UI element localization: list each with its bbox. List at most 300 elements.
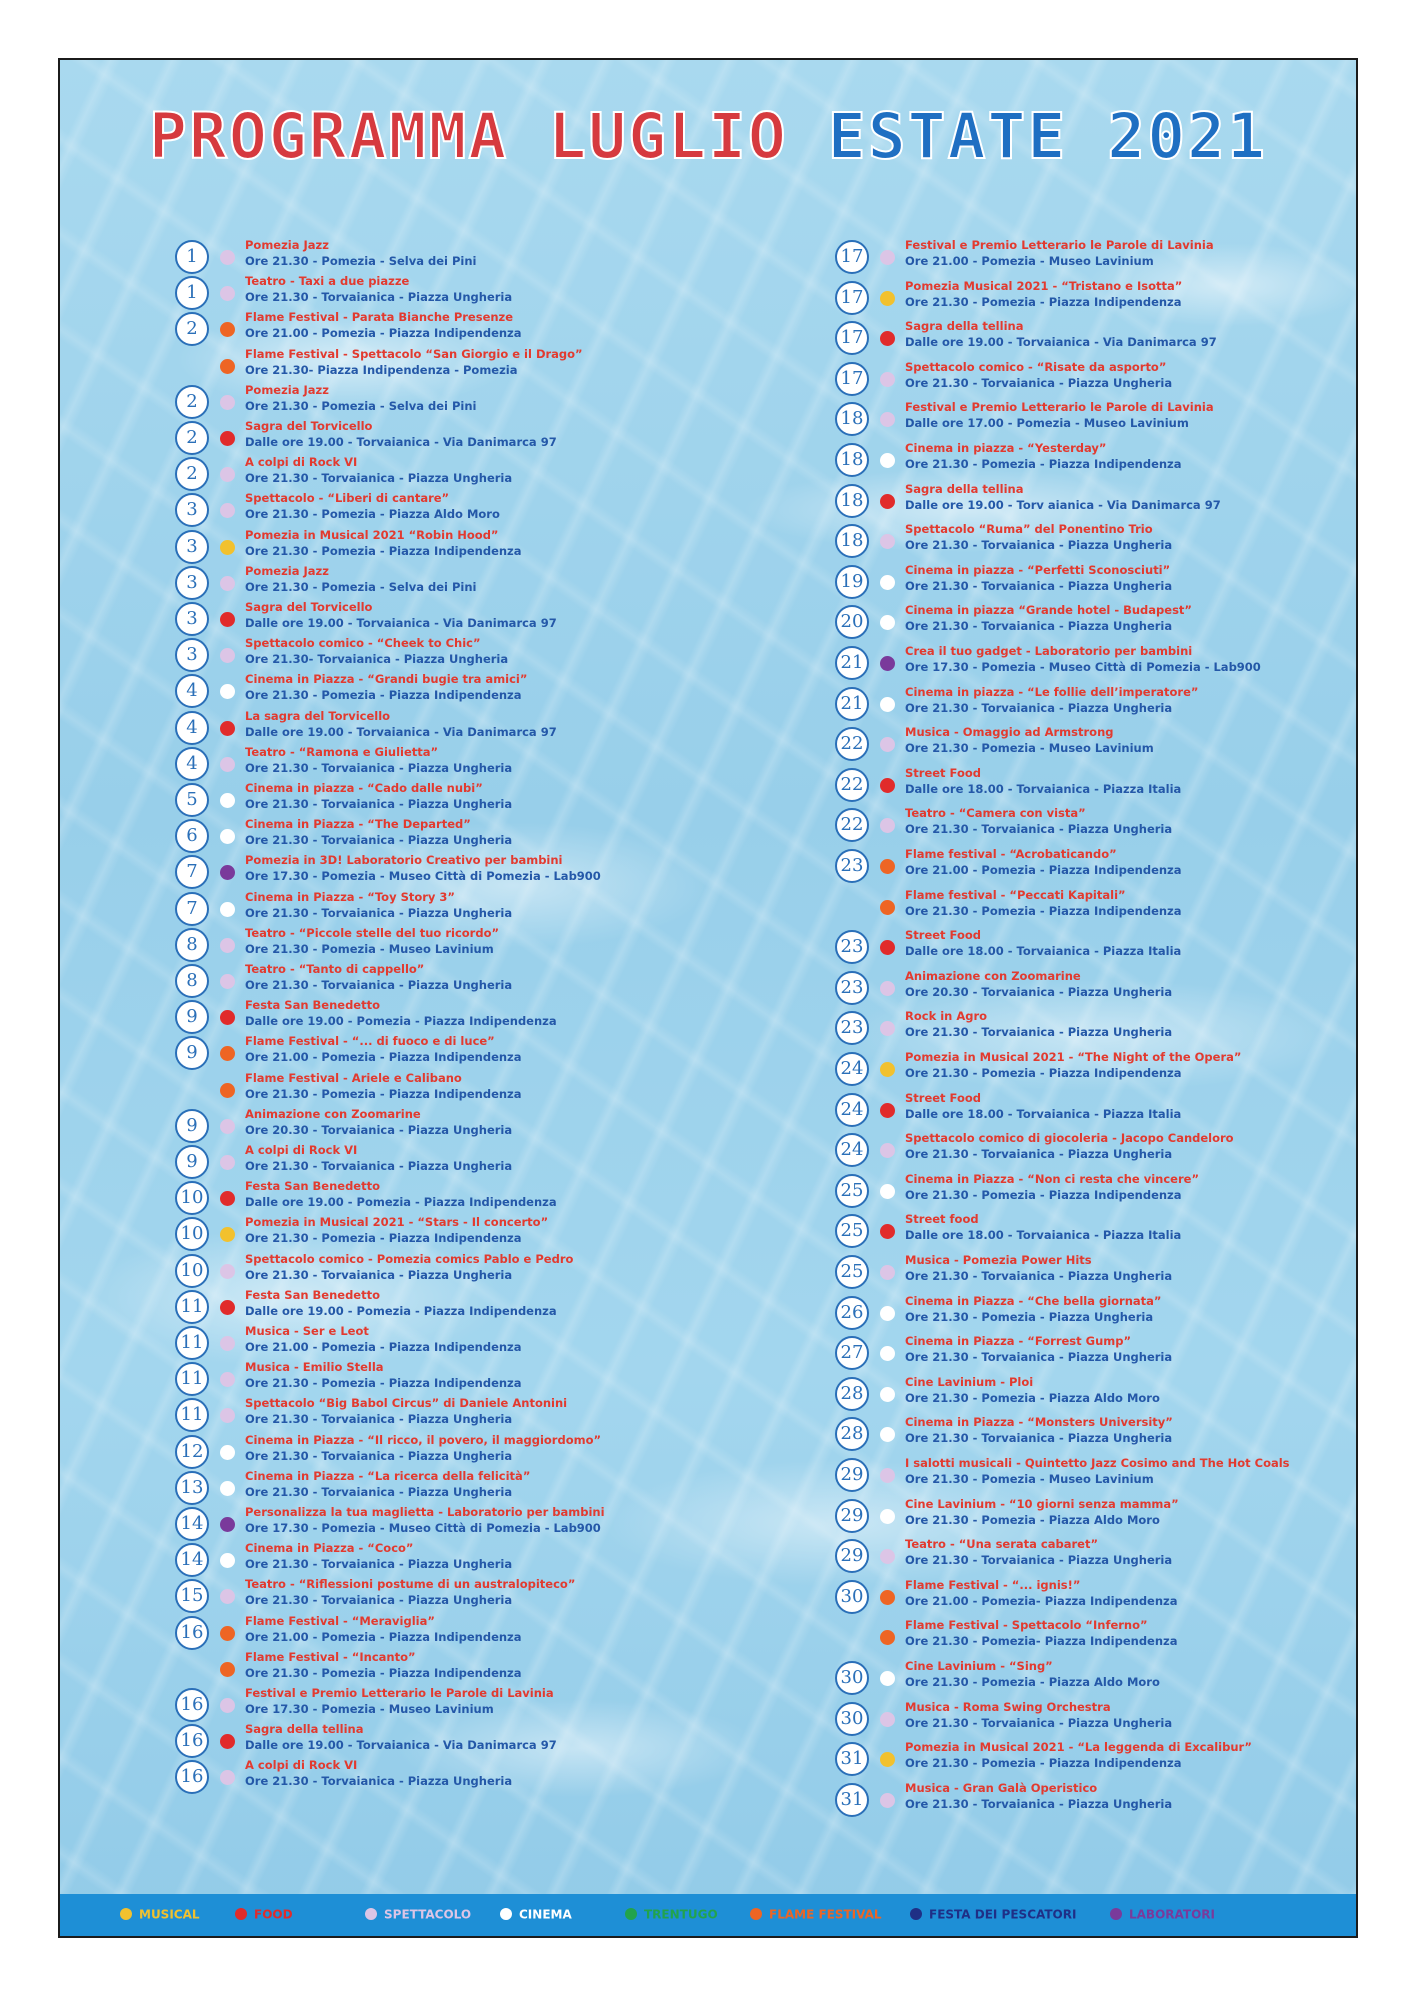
day-badge: 11 <box>175 1290 209 1324</box>
event-title: Pomezia Jazz <box>245 563 329 578</box>
day-badge: 13 <box>175 1471 209 1505</box>
day-badge: 15 <box>175 1579 209 1613</box>
category-dot-icon <box>220 431 235 446</box>
day-badge: 16 <box>175 1724 209 1758</box>
event-details: Ore 21.30 - Pomezia - Selva dei Pini <box>245 579 477 594</box>
event-item <box>835 1171 1345 1206</box>
category-dot-icon <box>220 322 235 337</box>
category-dot-icon <box>220 1010 235 1025</box>
event-item <box>175 1688 695 1720</box>
event-item <box>175 1326 695 1358</box>
event-item <box>835 684 1345 719</box>
category-dot-icon <box>880 859 895 874</box>
event-title: Cinema in Piazza - “Il ricco, il povero, il maggiordomo” <box>245 1432 602 1447</box>
event-item <box>835 524 1345 556</box>
event-details: Ore 21.30 - Pomezia - Piazza Aldo Moro <box>905 1512 1160 1527</box>
event-title: Spettacolo - “Liberi di cantare” <box>245 491 450 506</box>
category-dot-icon <box>220 1589 235 1604</box>
event-details: Ore 17.30 - Pomezia - Museo Lavinium <box>245 1702 494 1716</box>
event-details: Ore 21.30 - Torvaianica - Piazza Ungheria <box>245 290 513 305</box>
event-title: Flame Festival - Ariele e Calibano <box>245 1070 462 1085</box>
event-details: Ore 21.30 - Torvaianica - Piazza Ungheria <box>245 1448 513 1463</box>
event-title: Cinema in Piazza - “Coco” <box>245 1541 414 1556</box>
category-dot-icon <box>880 1224 895 1239</box>
day-badge: 28 <box>835 1417 869 1451</box>
day-badge: 30 <box>835 1580 869 1614</box>
category-dot-icon <box>880 900 895 915</box>
category-dot-icon <box>220 1553 235 1568</box>
category-dot-icon <box>880 1387 895 1402</box>
category-dot-icon <box>880 1590 895 1605</box>
event-title: Cinema in piazza - “Cado dalle nubi” <box>245 781 483 795</box>
day-badge: 14 <box>175 1543 209 1577</box>
event-details: Ore 21.30 - Torvaianica - Piazza Ungheria <box>245 1267 513 1282</box>
day-badge: 16 <box>175 1688 209 1722</box>
day-badge: 27 <box>835 1336 869 1370</box>
category-dot-icon <box>880 981 895 996</box>
event-details: Ore 21.30 - Torvaianica - Piazza Ungheria <box>905 1025 1173 1040</box>
day-badge: 31 <box>835 1783 869 1817</box>
event-title: Flame festival - “Peccati Kapitali” <box>905 887 1126 902</box>
event-item <box>175 925 695 960</box>
legend-dot-icon <box>1110 1908 1122 1920</box>
category-dot-icon <box>220 648 235 663</box>
event-details: Ore 21.30 - Torvaianica - Piazza Ungheria <box>905 1269 1173 1283</box>
event-details: Dalle ore 18.00 - Torvaianica - Piazza Italia <box>905 944 1182 959</box>
event-details: Ore 21.30 - Torvaianica - Piazza Ungheria <box>905 822 1173 837</box>
day-badge: 3 <box>175 602 209 636</box>
category-dot-icon <box>880 372 895 387</box>
event-item <box>175 1000 695 1032</box>
event-item <box>175 964 695 996</box>
category-dot-icon <box>880 250 895 265</box>
day-badge: 22 <box>835 727 869 761</box>
category-dot-icon <box>220 395 235 410</box>
event-title: Musica - Pomezia Power Hits <box>905 1253 1092 1267</box>
day-badge: 17 <box>835 281 869 315</box>
legend-label: TRENTUGO <box>644 1907 718 1922</box>
event-item <box>175 638 695 670</box>
event-item <box>835 1496 1345 1531</box>
event-item <box>175 421 695 453</box>
legend-label: FLAME FESTIVAL <box>769 1907 882 1922</box>
event-title: A colpi di Rock VI <box>245 1143 358 1157</box>
category-dot-icon <box>220 1408 235 1423</box>
event-details: Ore 21.30 - Pomezia - Piazza Indipendenza <box>245 1376 522 1391</box>
legend-label: FESTA DEI PESCATORI <box>929 1907 1077 1922</box>
event-details: Ore 21.30- Piazza Indipendenza - Pomezia <box>245 362 518 377</box>
event-item <box>835 1539 1345 1571</box>
event-title: Cine Lavinium - Ploi <box>905 1374 1034 1389</box>
day-badge: 5 <box>175 783 209 817</box>
day-badge: 22 <box>835 768 869 802</box>
day-badge: 17 <box>835 240 869 274</box>
event-details: Ore 21.30 - Torvaianica - Piazza Ungheria <box>245 1557 513 1572</box>
event-item <box>835 443 1345 475</box>
day-badge: 29 <box>835 1458 869 1492</box>
event-item <box>835 887 1345 922</box>
event-details: Ore 21.30 - Pomezia - Selva dei Pini <box>245 398 477 413</box>
event-item <box>835 1214 1345 1246</box>
day-badge: 18 <box>835 484 869 518</box>
event-details: Ore 21.00 - Pomezia - Piazza Indipendenza <box>245 1050 522 1065</box>
category-dot-icon <box>880 534 895 549</box>
event-item <box>835 808 1345 840</box>
day-badge: 17 <box>835 362 869 396</box>
event-details: Ore 21.30 - Pomezia - Piazza Indipendenza <box>905 903 1182 918</box>
legend-item-trentugo <box>625 1907 718 1922</box>
event-title: Spettacolo “Ruma” del Ponentino Trio <box>905 522 1153 537</box>
day-badge: 23 <box>835 930 869 964</box>
event-details: Ore 21.30 - Pomezia - Piazza Indipendenza <box>905 294 1182 309</box>
event-details: Ore 21.30 - Pomezia - Piazza Indipendenza <box>245 688 522 703</box>
event-details: Ore 21.30 - Torvaianica - Piazza Ungheria <box>245 1774 513 1789</box>
event-details: Ore 17.30 - Pomezia - Museo Città di Pomezia - Lab900 <box>245 1521 601 1535</box>
day-badge: 30 <box>835 1702 869 1736</box>
event-details: Ore 21.30 - Pomezia - Piazza Indipendenza <box>245 1231 522 1246</box>
day-badge: 11 <box>175 1362 209 1396</box>
event-title: Sagra della tellina <box>905 481 1024 496</box>
event-title: Festa San Benedetto <box>245 1179 381 1194</box>
day-badge: 1 <box>175 240 209 274</box>
event-item <box>175 1251 695 1286</box>
event-item <box>835 1052 1345 1084</box>
event-title: Cinema in Piazza - “Forrest Gump” <box>905 1334 1132 1349</box>
event-item <box>835 968 1345 1003</box>
event-title: Teatro - “Una serata cabaret” <box>905 1537 1099 1552</box>
event-details: Dalle ore 18.00 - Torvaianica - Piazza Italia <box>905 1228 1182 1243</box>
events-column-left <box>175 240 695 1800</box>
event-item <box>175 1070 695 1105</box>
event-details: Ore 21.30 - Pomezia - Piazza Ungheria <box>905 1309 1154 1324</box>
event-details: Dalle ore 19.00 - Torvaianica - Via Danimarca 97 <box>905 335 1217 350</box>
legend-item-cinema <box>500 1907 572 1922</box>
event-details: Ore 21.00 - Pomezia - Piazza Indipendenza <box>245 1629 522 1644</box>
event-title: Pomezia in Musical 2021 - “La leggenda di Excalibur” <box>905 1740 1252 1755</box>
category-dot-icon <box>220 1662 235 1677</box>
event-title: Cinema in piazza - “Perfetti Sconosciuti” <box>905 562 1171 577</box>
day-badge: 2 <box>175 457 209 491</box>
category-dot-icon <box>220 286 235 301</box>
category-dot-icon <box>880 1509 895 1524</box>
event-item <box>835 849 1345 881</box>
event-item <box>835 1133 1345 1165</box>
event-item <box>835 727 1345 759</box>
category-dot-icon <box>220 1626 235 1641</box>
event-title: Personalizza la tua maglietta - Laboratorio per bambini <box>245 1505 605 1519</box>
day-badge: 3 <box>175 566 209 600</box>
event-details: Ore 21.00 - Pomezia - Piazza Indipendenza <box>905 863 1182 877</box>
category-dot-icon <box>220 576 235 591</box>
event-details: Ore 21.30 - Pomezia - Piazza Indipendenza <box>905 1187 1182 1202</box>
day-badge: 22 <box>835 808 869 842</box>
event-title: La sagra del Torvicello <box>245 708 391 723</box>
event-details: Ore 21.30 - Torvaianica - Piazza Ungheria <box>245 1159 513 1173</box>
event-title: Musica - Omaggio ad Armstrong <box>905 725 1114 740</box>
day-badge: 3 <box>175 493 209 527</box>
page-title <box>60 100 1356 173</box>
event-title: Teatro - “Ramona e Giulietta” <box>245 744 439 759</box>
event-title: Cinema in piazza - “Le follie dell’imperatore” <box>905 684 1199 699</box>
day-badge: 10 <box>175 1217 209 1251</box>
category-dot-icon <box>220 1517 235 1532</box>
event-title: Sagra del Torvicello <box>245 419 373 433</box>
day-badge: 25 <box>835 1255 869 1289</box>
event-item <box>175 527 695 562</box>
day-badge: 18 <box>835 402 869 436</box>
event-details: Ore 21.30 - Torvaianica - Piazza Ungheria <box>245 833 513 848</box>
day-badge: 21 <box>835 687 869 721</box>
event-item <box>835 1293 1345 1328</box>
event-item <box>175 889 695 924</box>
event-title: Flame Festival - Spettacolo “Inferno” <box>905 1618 1148 1633</box>
event-details: Ore 21.30 - Pomezia - Museo Lavinium <box>905 741 1154 756</box>
legend-dot-icon <box>910 1908 922 1920</box>
event-item <box>175 1036 695 1068</box>
event-details: Dalle ore 17.00 - Pomezia - Museo Lavinium <box>905 416 1189 431</box>
event-details: Dalle ore 19.00 - Torvaianica - Via Danimarca 97 <box>245 1738 557 1753</box>
category-dot-icon <box>880 1306 895 1321</box>
event-item <box>835 930 1345 962</box>
legend-dot-icon <box>750 1908 762 1920</box>
category-dot-icon <box>880 1062 895 1077</box>
category-dot-icon <box>880 291 895 306</box>
event-title: Cinema in piazza - “Yesterday” <box>905 441 1107 455</box>
day-badge: 19 <box>835 565 869 599</box>
day-badge: 11 <box>175 1326 209 1360</box>
category-dot-icon <box>220 829 235 844</box>
event-details: Dalle ore 19.00 - Torv aianica - Via Danimarca 97 <box>905 497 1221 512</box>
event-details: Dalle ore 19.00 - Pomezia - Piazza Indipendenza <box>245 1014 557 1029</box>
event-title: Spettacolo comico - Pomezia comics Pablo e Pedro <box>245 1251 574 1266</box>
event-item <box>835 1577 1345 1612</box>
poster <box>58 58 1358 1938</box>
event-title: Flame festival - “Acrobaticando” <box>905 847 1117 861</box>
event-title: Cinema in Piazza - “Che bella giornata” <box>905 1293 1162 1308</box>
category-dot-icon <box>880 412 895 427</box>
event-details: Ore 21.30 - Pomezia - Piazza Indipendenza <box>245 1665 522 1680</box>
legend-item-spettacolo <box>365 1907 471 1922</box>
event-title: A colpi di Rock VI <box>245 1758 358 1773</box>
category-dot-icon <box>880 331 895 346</box>
event-details: Ore 21.30 - Torvaianica - Piazza Ungheria <box>905 1431 1173 1446</box>
event-details: Dalle ore 19.00 - Pomezia - Piazza Indipendenza <box>245 1195 557 1210</box>
event-title: Teatro - “Piccole stelle del tuo ricordo” <box>245 925 500 940</box>
event-details: Ore 21.00 - Pomezia- Piazza Indipendenza <box>905 1593 1178 1608</box>
category-dot-icon <box>880 1712 895 1727</box>
event-item <box>175 1287 695 1322</box>
category-dot-icon <box>220 1264 235 1279</box>
event-title: Festival e Premio Letterario le Parole di Lavinia <box>905 400 1214 415</box>
day-badge: 29 <box>835 1539 869 1573</box>
day-badge: 21 <box>835 646 869 680</box>
day-badge: 26 <box>835 1296 869 1330</box>
event-title: Festa San Benedetto <box>245 1287 381 1302</box>
event-details: Ore 21.00 - Pomezia - Piazza Indipendenza <box>245 326 522 341</box>
event-details: Ore 21.30 - Torvaianica - Piazza Ungheria <box>245 760 513 775</box>
category-dot-icon <box>880 778 895 793</box>
event-title: Festival e Premio Letterario le Parole di Lavinia <box>905 238 1214 252</box>
event-item <box>835 1699 1345 1734</box>
category-dot-icon <box>880 453 895 468</box>
day-badge: 4 <box>175 747 209 781</box>
day-badge: 25 <box>835 1214 869 1248</box>
event-item <box>175 1613 695 1648</box>
day-badge: 11 <box>175 1398 209 1432</box>
event-item <box>175 1217 695 1249</box>
events-column-right <box>835 238 1345 1811</box>
day-badge: 16 <box>175 1616 209 1650</box>
event-title: Cinema in Piazza - “Monsters University” <box>905 1415 1173 1430</box>
event-item <box>175 1760 695 1792</box>
event-details: Ore 21.30 - Pomezia - Selva dei Pini <box>245 254 477 268</box>
event-title: Pomezia in Musical 2021 - “The Night of the Opera” <box>905 1050 1242 1064</box>
category-dot-icon <box>220 793 235 808</box>
event-details: Ore 21.30 - Pomezia - Museo Lavinium <box>245 941 494 956</box>
category-dot-icon <box>220 721 235 736</box>
event-item <box>175 708 695 743</box>
event-details: Ore 21.30 - Pomezia - Piazza Aldo Moro <box>905 1390 1160 1405</box>
category-dot-icon <box>220 1083 235 1098</box>
event-details: Ore 21.30 - Pomezia - Piazza Indipendenza <box>905 1756 1182 1771</box>
event-details: Dalle ore 19.00 - Torvaianica - Via Danimarca 97 <box>245 435 557 449</box>
event-title: Flame Festival - “... ignis!” <box>905 1577 1081 1592</box>
category-dot-icon <box>880 1630 895 1645</box>
event-title: Pomezia Jazz <box>245 382 329 397</box>
category-dot-icon <box>220 1119 235 1134</box>
category-dot-icon <box>220 359 235 374</box>
day-badge: 8 <box>175 928 209 962</box>
event-item <box>175 382 695 417</box>
day-badge: 23 <box>835 971 869 1005</box>
day-badge: 6 <box>175 819 209 853</box>
category-dot-icon <box>220 974 235 989</box>
event-details: Ore 21.30 - Pomezia - Piazza Indipendenza <box>905 457 1182 471</box>
event-title: Festival e Premio Letterario le Parole di Lavinia <box>245 1686 554 1700</box>
category-dot-icon <box>880 1265 895 1280</box>
event-title: Sagra della tellina <box>905 319 1024 334</box>
event-item <box>835 1336 1345 1368</box>
day-badge: 16 <box>175 1760 209 1794</box>
day-badge: 4 <box>175 711 209 745</box>
event-details: Ore 21.30 - Torvaianica - Piazza Ungheria <box>905 578 1173 593</box>
category-dot-icon <box>880 494 895 509</box>
event-item <box>175 493 695 525</box>
category-dot-icon <box>880 656 895 671</box>
event-item <box>835 605 1345 637</box>
legend-item-pescatori <box>910 1907 1076 1922</box>
event-title: Animazione con Zoomarine <box>905 968 1081 983</box>
event-details: Ore 21.30 - Pomezia - Piazza Indipendenza <box>905 1066 1182 1080</box>
event-title: Cinema in Piazza - “Non ci resta che vincere” <box>905 1171 1199 1186</box>
event-title: Flame Festival - “Incanto” <box>245 1649 416 1664</box>
category-dot-icon <box>220 612 235 627</box>
category-dot-icon <box>220 1698 235 1713</box>
day-badge: 7 <box>175 855 209 889</box>
event-title: Spettacolo comico di giocoleria - Jacopo Candeloro <box>905 1131 1234 1146</box>
category-dot-icon <box>220 540 235 555</box>
category-dot-icon <box>880 575 895 590</box>
event-item <box>835 481 1345 516</box>
category-dot-icon <box>880 940 895 955</box>
day-badge: 2 <box>175 385 209 419</box>
event-title: Crea il tuo gadget - Laboratorio per bambini <box>905 644 1193 658</box>
day-badge: 24 <box>835 1133 869 1167</box>
category-dot-icon <box>220 902 235 917</box>
event-details: Ore 21.30 - Torvaianica - Piazza Ungheria <box>905 1350 1173 1365</box>
event-title: Street Food <box>905 765 981 780</box>
event-title: Cinema in Piazza - “La ricerca della felicità” <box>245 1468 531 1483</box>
event-details: Ore 21.30 - Torvaianica - Piazza Ungheria <box>905 619 1173 634</box>
event-item <box>175 1579 695 1611</box>
legend-label: LABORATORI <box>1129 1907 1215 1922</box>
day-badge: 2 <box>175 312 209 346</box>
legend-dot-icon <box>625 1908 637 1920</box>
event-item <box>835 646 1345 678</box>
event-title: Cinema in Piazza - “The Departed” <box>245 817 471 832</box>
category-dot-icon <box>220 503 235 518</box>
event-details: Ore 21.30 - Torvaianica - Piazza Ungheria <box>245 905 513 920</box>
event-title: Teatro - Taxi a due piazze <box>245 274 410 289</box>
event-details: Ore 21.30 - Torvaianica - Piazza Ungheria <box>905 700 1173 715</box>
day-badge: 23 <box>835 849 869 883</box>
event-item <box>835 1255 1345 1287</box>
event-title: Flame Festival - Spettacolo “San Giorgio e il Drago” <box>245 346 583 361</box>
event-details: Ore 21.30 - Torvaianica - Piazza Ungheria <box>905 1796 1173 1811</box>
title-part-programma: PROGRAMMA LUGLIO <box>148 100 788 173</box>
event-item <box>175 240 695 272</box>
category-dot-icon <box>880 1752 895 1767</box>
day-badge: 30 <box>835 1661 869 1695</box>
event-details: Ore 21.30 - Torvaianica - Piazza Ungheria <box>905 538 1173 553</box>
event-title: Flame Festival - Parata Bianche Presenze <box>245 310 514 325</box>
event-title: Flame Festival - “Meraviglia” <box>245 1613 435 1628</box>
legend-dot-icon <box>120 1908 132 1920</box>
event-item <box>175 855 695 887</box>
event-item <box>175 1507 695 1539</box>
event-item <box>835 1090 1345 1125</box>
day-badge: 20 <box>835 605 869 639</box>
event-details: Ore 21.30 - Torvaianica - Piazza Ungheria <box>905 1147 1173 1162</box>
event-title: Musica - Ser e Leot <box>245 1324 369 1338</box>
event-item <box>175 1398 695 1430</box>
event-item <box>175 1543 695 1575</box>
event-item <box>175 744 695 779</box>
event-details: Dalle ore 18.00 - Torvaianica - Piazza Italia <box>905 1106 1182 1121</box>
event-item <box>175 1362 695 1394</box>
event-details: Dalle ore 19.00 - Pomezia - Piazza Indipendenza <box>245 1303 557 1318</box>
day-badge: 12 <box>175 1435 209 1469</box>
category-dot-icon <box>880 615 895 630</box>
legend-label: MUSICAL <box>139 1907 200 1922</box>
category-legend <box>60 1894 1356 1936</box>
day-badge: 1 <box>175 276 209 310</box>
event-item <box>835 240 1345 272</box>
event-title: Teatro - “Riflessioni postume di un australopiteco” <box>245 1577 576 1592</box>
category-dot-icon <box>220 684 235 699</box>
event-details: Ore 21.00 - Pomezia - Museo Lavinium <box>905 254 1154 268</box>
category-dot-icon <box>880 1793 895 1808</box>
category-dot-icon <box>220 1770 235 1785</box>
day-badge: 24 <box>835 1052 869 1086</box>
event-title: Animazione con Zoomarine <box>245 1106 421 1121</box>
event-item <box>835 402 1345 434</box>
event-details: Dalle ore 19.00 - Torvaianica - Via Danimarca 97 <box>245 724 557 739</box>
category-dot-icon <box>220 1046 235 1061</box>
event-item <box>175 1432 695 1467</box>
event-details: Ore 21.30 - Pomezia - Piazza Indipendenza <box>245 543 522 558</box>
event-title: Cinema in piazza “Grande hotel - Budapest” <box>905 603 1192 618</box>
